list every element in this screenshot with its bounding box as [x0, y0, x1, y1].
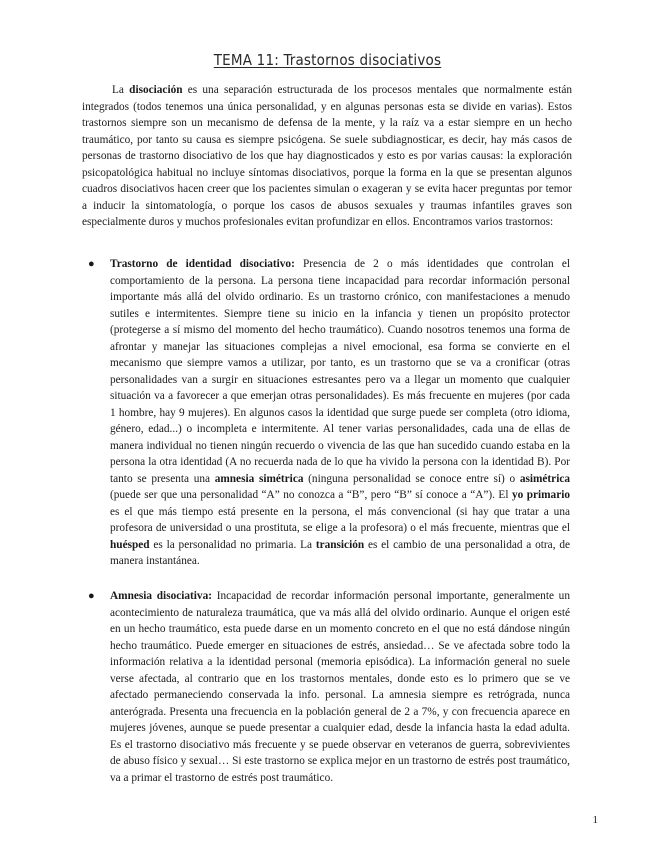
list-item-identidad: [88, 256, 570, 570]
intro-paragraph: [82, 82, 572, 231]
title-text: TEMA 11: Trastornos disociativos: [213, 51, 442, 69]
page-number: 1: [592, 814, 598, 826]
page-title: [0, 51, 655, 69]
intro-text-2: es una separación estructurada de los procesos mentales que normalmente están integrados (todos tenemos una única personalidad, y en algunas personas esta se divide en varias). Estos trastornos siempre son un mecanismo de defensa de la mente, y la raíz va a estar siempre en un hecho traumático, por tanto su causa es siempre psicógena. Se suele subdiagnosticar, es decir, hay más casos de personas de trastorno disociativo de los que hay diagnosticados y esto es por varias causas: la exploración psicopatológica habitual no incluye síntomas disociativos, porque la forma en la que se presentan algunos cuadros disociativos hacen creer que los pacientes simulan o exageran y se evita hacer preguntas por temor a inducir la sintomatología, o porque los casos de abusos sexuales y traumas infantiles graves son especialmente duros y muchos profesionales evitan profundizar en ellos. Encontramos varios trastornos:: [82, 84, 572, 228]
intro-text-1: La: [112, 84, 130, 96]
item-text-5: es la personalidad no primaria. La: [149, 538, 316, 551]
bullet-icon: ●: [88, 258, 95, 270]
term-transicion: transición: [315, 538, 365, 551]
item-text-1: Incapacidad de recordar información personal importante, generalmente un acontecimiento de naturaleza traumática, que va más allá del olvido ordinario. Aunque el origen esté en un hecho traumático, esta puede darse en un momento concreto en el que no está dándose ningún hecho traumático. Puede emerger en situaciones de estrés, ansiedad… Se ve afectada sobre todo la información relativa a la identidad personal (memoria episódica). La información general no suele verse afectada, al contrario que en los trastornos mentales, donde esto es lo primero que se ve afectado permaneciendo conservada la info. personal. La amnesia siempre es retrógrada, nunca anterógrada. Presenta una frecuencia en la población general de 2 a 7%, y con frecuencia aparece en mujeres jóvenes, aunque se puede presentar a cualquier edad, desde la infancia hasta la edad adulta. Es el trastorno disociativo más frecuente y se puede observar en veteranos de guerra, sobrevivientes de abuso físico y sexual… Si este trastorno se explica mejor en un trastorno de estrés post traumático, va a primar el trastorno de estrés post traumático.: [110, 590, 570, 784]
item-text-6: es el cambio de una personalidad a otra, de manera instantánea.: [110, 538, 570, 567]
item-text-4: es el que más tiempo está presente en la persona, el más convencional (si hay que tratar a una profesora de universidad o una prostituta, se elige a la profesora) o el más frecuente, mientras que el: [110, 505, 570, 534]
term-yo-primario: yo primario: [511, 489, 570, 501]
term-asimetrica: asimétrica: [519, 472, 570, 485]
item-heading: Trastorno de identidad disociativo:: [110, 258, 295, 270]
item-heading: Amnesia disociativa:: [110, 590, 212, 602]
item-text-3: (puede ser que una personalidad “A” no conozca a “B”, pero “B” sí conoce a “A”). El: [110, 489, 512, 501]
term-amnesia-simetrica: amnesia simétrica: [214, 472, 304, 485]
bullet-icon: ●: [88, 590, 95, 602]
term-huesped: huésped: [110, 538, 150, 551]
item-text-2: (ninguna personalidad se conoce entre sí) o: [303, 472, 520, 485]
item-text-1: Presencia de 2 o más identidades que controlan el comportamiento de la persona. La persona tiene incapacidad para recordar información personal importante más allá del olvido ordinario. Es un trastorno crónico, con manifestaciones a menudo sutiles e intermitentes. Siempre tiene su inicio en la infancia y tienen un propósito protector (protegerse a sí mismo del momento del hecho traumático). Cuando nosotros tenemos una forma de afrontar y manejar las situaciones complejas a nivel emocional, esa forma se convierte en el mecanismo que siempre vamos a utilizar, por tanto, es un trastorno que se va a cronificar (otras personalidades van a surgir en situaciones estresantes pero va a llegar un momento que cualquier situación va a favorecer a que emerjan otras personalidades). Es más frecuente en mujeres (por cada 1 hombre, hay 9 mujeres). En algunos casos la identidad que surge puede ser completa (otro idioma, género, edad...) o incompleta e intermitente. Al tener varias personalidades, cada una de ellas de manera individual no tienen ningún recuerdo o vivencia de las que han sucedido cuando estaba en la persona la otra identidad (A no recuerda nada de lo que ha vivido la persona con la identidad B). Por tanto se presenta una: [110, 258, 570, 485]
intro-term-disociacion: disociación: [129, 84, 183, 96]
list-item-amnesia: [88, 588, 570, 786]
disorder-list-2: [88, 588, 570, 786]
disorder-list-1: [88, 256, 570, 570]
